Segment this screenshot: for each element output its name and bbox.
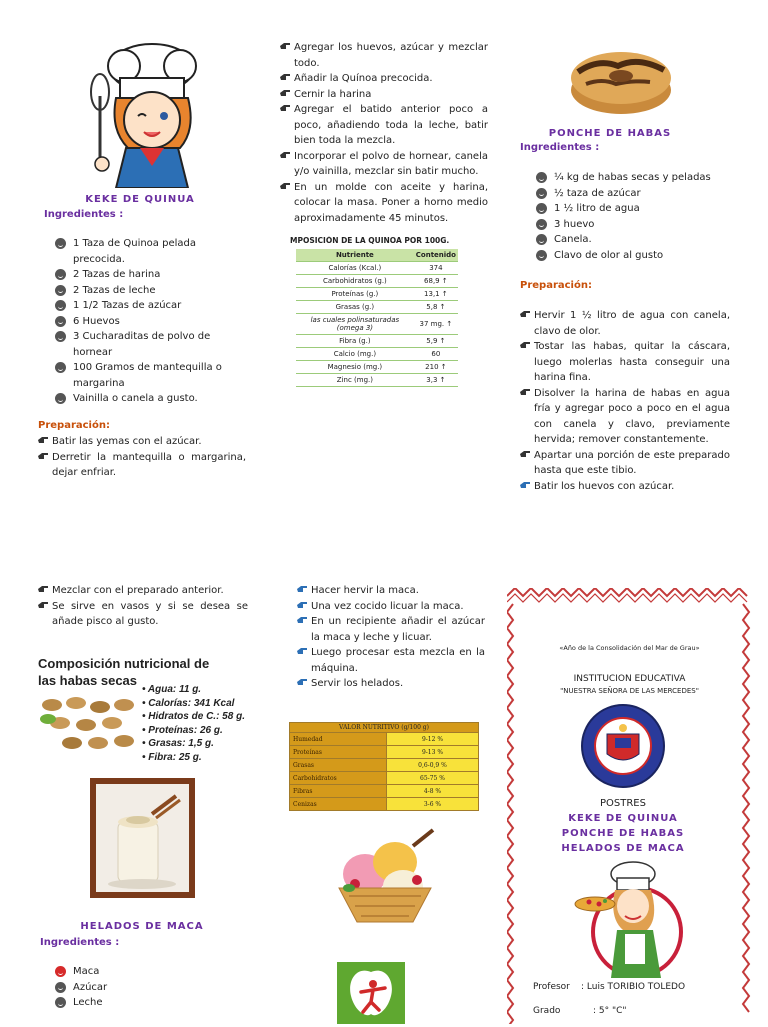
beans-image — [38, 689, 143, 759]
list-item: Batir las yemas con el azúcar. — [38, 434, 246, 450]
school-seal — [581, 704, 665, 788]
list-item: En un recipiente añadir el azúcar la maca y leche y licuar. — [297, 614, 485, 645]
table-row: Zinc (mg.) 3,3 ↑ — [296, 374, 458, 387]
list-item: • Proteínas: 26 g. — [142, 724, 223, 736]
school-name: "NUESTRA SEÑORA DE LAS MERCEDES" — [560, 687, 699, 695]
ponche-prep-list — [520, 308, 730, 494]
table-row: Fibra (g.) 5,9 ↑ — [296, 335, 458, 348]
list-item: ¼ kg de habas secas y peladas — [536, 170, 736, 186]
smiley-bullet-icon — [55, 331, 66, 342]
table-row: Carbohidratos (g.) 68,9 ↑ — [296, 275, 458, 288]
year-line: «Año de la Consolidación del Mar de Grau» — [559, 644, 700, 652]
list-item: Canela. — [536, 232, 736, 248]
list-item: 1 Taza de Quinoa pelada precocida. — [55, 236, 230, 267]
institution-label: INSTITUCION EDUCATIVA — [573, 674, 686, 684]
list-item: Tostar las habas, quitar la cáscara, luego molerlas hasta conseguir una harina fina. — [520, 339, 730, 386]
keke-prep-heading: Preparación: — [38, 420, 110, 431]
habas-composition-graphic — [38, 655, 253, 765]
grado-value: : 5° "C" — [593, 1006, 627, 1016]
smiley-bullet-icon — [55, 269, 66, 280]
table-header: Nutriente — [296, 249, 414, 262]
hand-pointer-icon — [520, 481, 531, 489]
hand-pointer-icon — [520, 341, 531, 349]
table-header: VALOR NUTRITIVO (g/100 g) — [290, 723, 479, 733]
hand-pointer-icon — [520, 450, 531, 458]
hand-pointer-icon — [297, 616, 308, 624]
quinoa-composition-table — [290, 236, 460, 411]
list-item: Hervir 1 ½ litro de agua con canela, clavo de olor. — [520, 308, 730, 339]
smiley-bullet-icon — [55, 285, 66, 296]
ponche-ingredients-list — [536, 170, 736, 263]
cover-item-ponche: PONCHE DE HABAS — [561, 828, 685, 839]
list-item: Hacer hervir la maca. — [297, 583, 485, 599]
maca-ingredients-heading: Ingredientes : — [40, 937, 120, 948]
list-item: Leche — [55, 995, 205, 1011]
keke-prep-list — [38, 434, 246, 481]
list-item: • Calorías: 341 Kcal — [142, 697, 235, 709]
hand-pointer-icon — [520, 388, 531, 396]
table-row: Grasas 0,6-0,9 % — [290, 759, 479, 772]
list-item: 2 Tazas de leche — [55, 283, 230, 299]
smiley-bullet-icon — [536, 250, 547, 261]
hand-pointer-icon — [280, 104, 291, 112]
smiley-bullet-icon — [55, 362, 66, 373]
list-item: Luego procesar esta mezcla en la máquina. — [297, 645, 485, 676]
cover-item-keke: KEKE DE QUINUA — [568, 813, 678, 824]
chef-girl-illustration — [80, 40, 210, 188]
list-item: ½ taza de azúcar — [536, 186, 736, 202]
list-item: Cernir la harina — [280, 87, 488, 103]
cake-image — [566, 38, 676, 118]
list-item: Agregar los huevos, azúcar y mezclar todo. — [280, 40, 488, 71]
hand-pointer-icon — [297, 678, 308, 686]
keke-title: KEKE DE QUINUA — [85, 194, 195, 205]
smiley-bullet-icon — [536, 234, 547, 245]
smiley-bullet-icon — [55, 982, 66, 993]
hand-pointer-icon — [520, 310, 531, 318]
postres-label: POSTRES — [600, 798, 646, 809]
list-item: 1 ½ litro de agua — [536, 201, 736, 217]
profesor-value: : Luis TORIBIO TOLEDO — [581, 982, 686, 992]
list-item: Maca — [55, 964, 205, 980]
habas-composition-title: Composición nutricional de las habas secas — [38, 656, 210, 688]
list-item: • Fibra: 25 g. — [142, 751, 202, 763]
profesor-row — [533, 982, 685, 992]
hand-pointer-icon — [297, 601, 308, 609]
habas-composition-list — [142, 683, 245, 764]
keke-ingredients-list — [55, 236, 230, 407]
smiley-bullet-icon — [55, 393, 66, 404]
list-item: Derretir la mantequilla o margarina, dejar enfriar. — [38, 450, 246, 481]
maca-ingredients-list — [55, 964, 205, 1011]
list-item: 3 Cucharaditas de polvo de hornear — [55, 329, 230, 360]
keke-prep-continued-list — [280, 40, 488, 226]
smiley-bullet-icon — [536, 188, 547, 199]
list-item: Batir los huevos con azúcar. — [520, 479, 730, 495]
hand-pointer-icon — [280, 151, 291, 159]
maca-prep-list — [297, 583, 485, 692]
table-header: Contenido — [414, 249, 458, 262]
chef-pizza-illustration — [573, 860, 689, 980]
list-item: • Agua: 11 g. — [142, 684, 202, 695]
smiley-bullet-icon — [55, 238, 66, 249]
list-item: • Hidratos de C.: 58 g. — [142, 711, 245, 722]
valor-nutritivo-table — [289, 722, 479, 811]
list-item: Apartar una porción de este preparado hasta que este tibio. — [520, 448, 730, 479]
hand-pointer-icon — [280, 89, 291, 97]
smiley-bullet-icon — [536, 172, 547, 183]
table-row: Carbohidratos 65-75 % — [290, 772, 479, 785]
logo-icon — [337, 962, 405, 1024]
list-item: Mezclar con el preparado anterior. — [38, 583, 248, 599]
ponche-prep-heading: Preparación: — [520, 280, 592, 291]
list-item: Clavo de olor al gusto — [536, 248, 736, 264]
list-item: Una vez cocido licuar la maca. — [297, 599, 485, 615]
list-item: 1 1/2 Tazas de azúcar — [55, 298, 230, 314]
list-item: 2 Tazas de harina — [55, 267, 230, 283]
list-item: Añadir la Quínoa precocida. — [280, 71, 488, 87]
list-item: Servir los helados. — [297, 676, 485, 692]
smiley-bullet-icon — [536, 203, 547, 214]
list-item: 100 Gramos de mantequilla o margarina — [55, 360, 230, 391]
ponche-title: PONCHE DE HABAS — [548, 128, 672, 139]
table-row: Magnesio (mg.) 210 ↑ — [296, 361, 458, 374]
list-item: Se sirve en vasos y si se desea se añade pisco al gusto. — [38, 599, 248, 630]
ponche-prep-continued-list — [38, 583, 248, 630]
grado-label: Grado — [533, 1006, 561, 1016]
table-row: Grasas (g.) 5,8 ↑ — [296, 301, 458, 314]
table-row: Calorías (Kcal.) 374 — [296, 262, 458, 275]
hand-pointer-icon — [38, 436, 49, 444]
maca-title: HELADOS DE MACA — [80, 921, 204, 932]
smiley-bullet-icon — [55, 997, 66, 1008]
list-item: Vainilla o canela a gusto. — [55, 391, 230, 407]
smiley-bullet-icon — [55, 300, 66, 311]
hand-pointer-icon — [280, 182, 291, 190]
hand-pointer-icon — [297, 647, 308, 655]
hand-pointer-icon — [38, 585, 49, 593]
quinoa-table-heading: MPOSICIÓN DE LA QUINOA POR 100G. — [290, 236, 450, 245]
list-item: 6 Huevos — [55, 314, 230, 330]
table-row: Proteínas 9-13 % — [290, 746, 479, 759]
grado-row — [533, 1006, 627, 1016]
ponche-drink-image — [90, 778, 195, 898]
cover-panel — [507, 588, 752, 1024]
smiley-bullet-icon — [536, 219, 547, 230]
cover-item-maca: HELADOS DE MACA — [561, 843, 685, 854]
hand-pointer-icon — [38, 601, 49, 609]
table-row: Proteínas (g.) 13,1 ↑ — [296, 288, 458, 301]
hand-pointer-icon — [297, 585, 308, 593]
table-row: Fibras 4-8 % — [290, 785, 479, 798]
list-item: • Grasas: 1,5 g. — [142, 738, 214, 749]
list-item: 3 huevo — [536, 217, 736, 233]
profesor-label: Profesor — [533, 982, 570, 992]
ponche-ingredients-heading: Ingredientes : — [520, 142, 600, 153]
smiley-bullet-icon — [55, 316, 66, 327]
table-row: Calcio (mg.) 60 — [296, 348, 458, 361]
ice-cream-image — [325, 826, 445, 931]
list-item: Incorporar el polvo de hornear, canela y/o vainilla, mezclar sin batir mucho. — [280, 149, 488, 180]
table-row: las cuales polinsaturadas (omega 3) 37 mg. ↑ — [296, 314, 458, 335]
list-item: Disolver la harina de habas en agua fría y agregar poco a poco en el agua con canela y clavo, previamente hervida; remover constantemente. — [520, 386, 730, 448]
hand-pointer-icon — [280, 73, 291, 81]
hand-pointer-icon — [38, 452, 49, 460]
list-item: Agregar el batido anterior poco a poco, añadiendo toda la leche, batir bien toda la mezcla. — [280, 102, 488, 149]
hand-pointer-icon — [280, 42, 291, 50]
list-item: En un molde con aceite y harina, colocar la masa. Poner a horno medio aproximadamente 45 minutos. — [280, 180, 488, 227]
list-item: Azúcar — [55, 980, 205, 996]
table-row: Humedad 9-12 % — [290, 733, 479, 746]
keke-ingredients-heading: Ingredientes : — [44, 209, 124, 220]
table-row: Cenizas 3-6 % — [290, 798, 479, 811]
smiley-bullet-icon — [55, 966, 66, 977]
